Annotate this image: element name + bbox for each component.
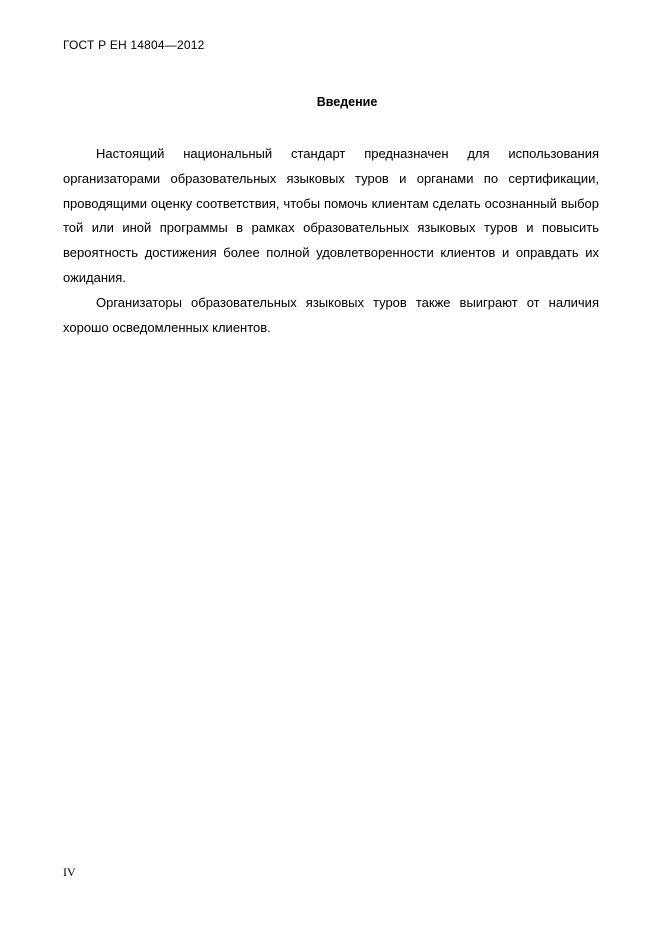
paragraph: Организаторы образовательных языковых туров также выиграют от наличия хорошо осведомленных клиентов. [63,294,599,335]
body-text [63,142,599,340]
section-title: Введение [316,95,378,109]
page-number: IV [63,865,76,879]
document-header: ГОСТ Р ЕН 14804—2012 [63,38,205,52]
paragraph: Настоящий национальный стандарт предназначен для использования организаторами образовательных языковых туров и органами по сертификации, проводящими оценку соответствия, чтобы помочь клиентам сделать осознанный выбор той или иной программы в рамках образовательных языковых туров и повысить вероятность достижения более полной удовлетворенности клиентов и оправдать их ожидания. [63,146,599,285]
